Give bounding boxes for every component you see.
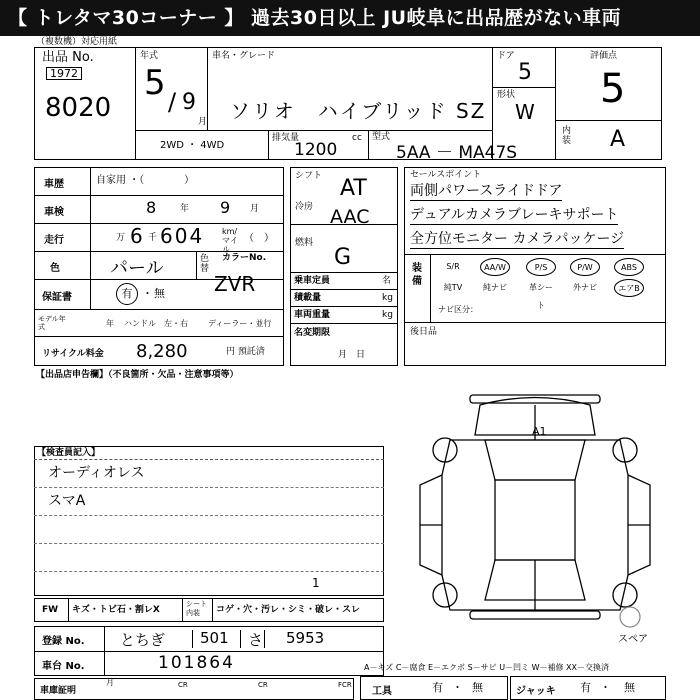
year-label: 年式: [140, 51, 159, 61]
sheet-note: （複数機）対応用紙: [36, 37, 118, 47]
warranty-no: 無: [154, 287, 165, 300]
inspection-label: 車検: [44, 207, 64, 218]
title-banner: 【 トレタマ30コーナー 】 過去30日以上 JU岐阜に出品歴がない車両: [0, 0, 700, 36]
seller-report-label: 【出品店申告欄】（不良箇所・欠品・注意事項等）: [36, 370, 239, 380]
displacement-value: 1200: [294, 140, 338, 160]
model-year-label: モデル年式: [38, 315, 66, 331]
equip-tv: 純TV: [443, 283, 463, 292]
shift-label: シフト: [295, 171, 323, 181]
fuel-label: 燃料: [295, 238, 314, 248]
warranty-label: 保証書: [42, 292, 72, 303]
equipment-label: 装備: [412, 263, 422, 287]
equip-abs: ABS: [614, 258, 644, 276]
body-type-label: 形状: [497, 90, 516, 100]
registration-label: 登録 No.: [42, 636, 85, 647]
nav-type-label: ナビ区分：: [438, 305, 478, 314]
history-label: 車歴: [44, 179, 64, 190]
registration-number: 5953: [286, 629, 325, 647]
equip-ps: P/S: [526, 258, 556, 276]
inspector-line-2: スマA: [48, 493, 86, 509]
interior-value: A: [610, 127, 626, 152]
color-label: 色: [50, 263, 60, 274]
registration-class: 501: [200, 629, 229, 647]
capacity-label: 乗車定員: [294, 276, 331, 286]
color-code-label: カラーNo.: [222, 253, 267, 263]
equip-nav: 純ナビ: [483, 283, 507, 292]
mileage-man-value: 6: [130, 224, 143, 248]
equip-ext-nav: 外ナビ: [573, 283, 597, 292]
mileage-value: 604: [160, 224, 205, 248]
interior-label: 内装: [562, 126, 572, 146]
equip-sr: S/R: [446, 262, 460, 271]
equip-aaw: AA/W: [480, 258, 510, 276]
drive-label: 2WD ・ 4WD: [160, 140, 225, 151]
lot-number: 8020: [45, 93, 112, 123]
model-label: 車名・グレード: [212, 51, 276, 61]
garage-cert-label: 車庫証明: [40, 686, 77, 696]
fw-mark: 1: [312, 576, 320, 590]
dealer-note-label: 後日品: [410, 327, 438, 337]
fw-label: FW: [42, 605, 59, 615]
sales-point-3: 全方位モニター カメラパッケージ: [410, 228, 624, 249]
sales-point-2: デュアルカメラブレーキサポート: [410, 204, 618, 225]
lot-label: 出品 No.: [42, 50, 94, 65]
score-value: 5: [600, 66, 626, 112]
spare-tire-icon: [618, 605, 642, 629]
garage-cert-row: [34, 678, 354, 700]
chassis-number: 101864: [158, 653, 235, 673]
recycle-label: リサイクル料金: [42, 349, 104, 359]
fw-desc: キズ・トビ石・割レX: [72, 605, 160, 615]
type-code-label: 型式: [372, 132, 391, 142]
car-damage-diagram: [400, 385, 670, 625]
lot-sub: 1972: [46, 67, 82, 80]
name-change-label: 名変期限: [294, 328, 331, 338]
model-value: ソリオ ハイブリッド SZ: [230, 99, 487, 123]
damage-legend: A－キズ C－腐食 E－エクボ S－サビ U－凹ミ W－補修 XX－交換済: [364, 663, 610, 672]
sales-points-label: セールスポイント: [410, 170, 482, 180]
damage-mark: A1: [532, 425, 547, 438]
ac-value: AAC: [330, 206, 370, 228]
inspector-label: 【検査員記入】: [37, 448, 101, 458]
inspector-line-1: オーディオレス: [48, 465, 145, 481]
tools-label: 工具: [372, 686, 392, 697]
recycle-value: 8,280: [136, 341, 188, 362]
history-value: 自家用 ・（ ）: [96, 175, 195, 186]
fw-items: コゲ・穴・汚レ・シミ・破レ・スレ: [216, 605, 361, 615]
doors-label: ドア: [497, 51, 515, 61]
weight-label: 車両重量: [294, 310, 331, 320]
equip-pw: P/W: [570, 258, 600, 276]
shift-value: AT: [340, 176, 367, 201]
mileage-label: 走行: [44, 235, 64, 246]
score-label: 評価点: [590, 51, 618, 61]
ac-label: 冷房: [295, 202, 314, 212]
registration-area: とちぎ: [120, 631, 166, 649]
month-value: 9: [182, 90, 196, 115]
spare-label: スペア: [618, 634, 648, 645]
warranty-yes: 有: [116, 283, 138, 305]
doors-value: 5: [518, 60, 532, 85]
displacement-label: 排気量: [272, 133, 300, 143]
fuel-value: G: [334, 245, 352, 270]
registration-kana: さ: [248, 631, 264, 649]
jack-label: ジャッキ: [516, 686, 556, 697]
load-label: 積載量: [294, 293, 322, 303]
type-code-value: 5AA － MA47S: [396, 143, 518, 163]
equip-airbag: エアB: [614, 279, 644, 297]
color-code-value: ZVR: [214, 272, 256, 296]
year-value: 5: [144, 63, 166, 103]
chassis-label: 車台 No.: [42, 661, 85, 672]
sales-point-1: 両側パワースライドドア: [410, 180, 562, 201]
color-value: パール: [110, 258, 164, 279]
equip-leather: 革シート: [529, 283, 553, 310]
body-type-value: W: [515, 100, 535, 124]
